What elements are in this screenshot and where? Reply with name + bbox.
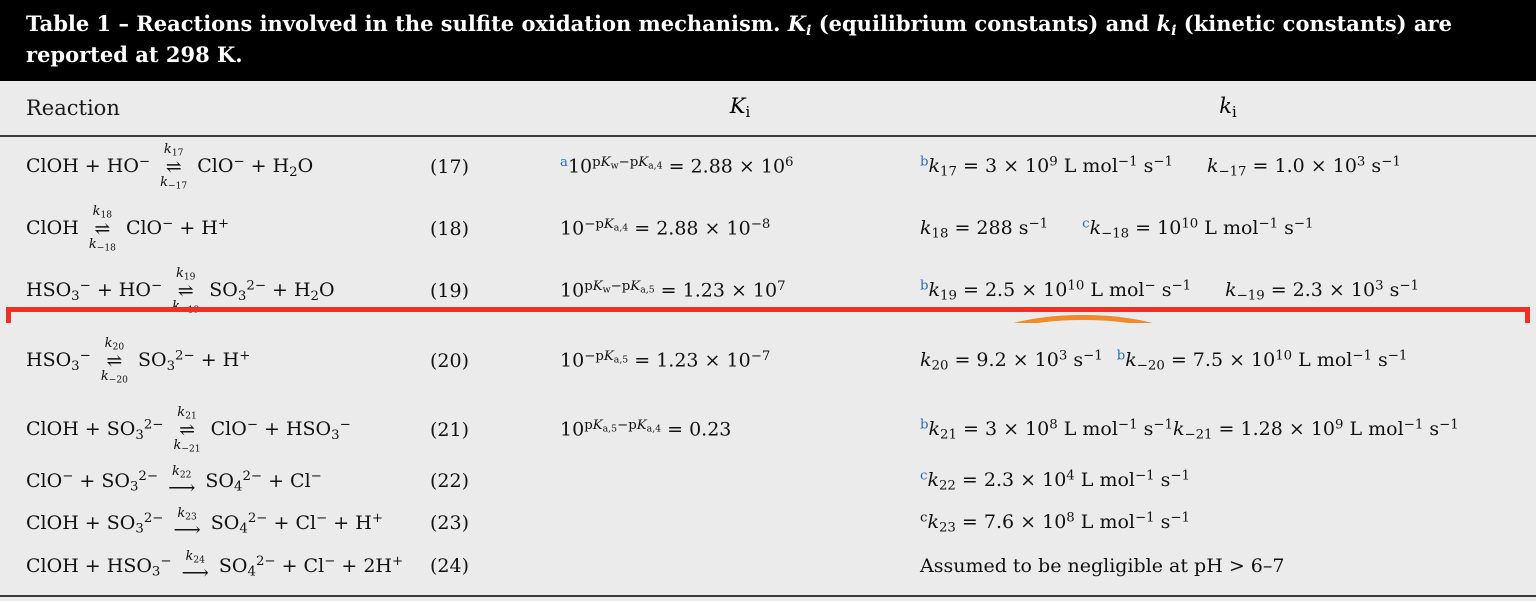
table-row-highlighted (0, 323, 1536, 401)
kinetic-value-20: $k_{20} = 9.2 \times 10^3$ $s^{-1}$ $^bk_{-20} = 7.5 \times 10^{10}$ L mol$^{-1}$ $s^{-1}$ (920, 348, 1408, 374)
reaction-arrow-23: $k_{23}$ ⟶ (173, 505, 201, 542)
caption-mid: (equilibrium constants) and (811, 11, 1157, 36)
equilibrium-arrow-19: $k_{19}$ ⇌ $k_{-19}$ (172, 266, 200, 316)
table-header-row (0, 81, 1536, 137)
table-row (0, 461, 1536, 503)
table-caption (0, 0, 1536, 81)
table-row (0, 261, 1536, 323)
reaction-arrow-24: $k_{24}$ ⟶ (181, 548, 209, 585)
reaction-24: ClOH + $HSO_3^-$ $k_{24}$ ⟶ $SO_4^{2-} + Cl^- + 2H^+$ (26, 548, 404, 585)
caption-K-sub: i (805, 22, 812, 39)
equilibrium-value-18: $10^{-pK_{a,4}} = 2.88 \times 10^{-8}$ (560, 217, 771, 240)
reaction-17: ClOH + HO− $k_{17}$ ⇌ $k_{-17}$ $ClO^- + H_2O$ (26, 142, 314, 192)
table-row (0, 503, 1536, 545)
equilibrium-arrow-18: $k_{18}$ ⇌ $k_{-18}$ (88, 204, 116, 254)
equilibrium-value-21: $10^{pK_{a,5}-pK_{a,4}} = 0.23$ (560, 418, 732, 441)
reaction-20: $HSO_3^-$ $k_{20}$ ⇌ $k_{-20}$ $SO_3^{2-} + H^+$ (26, 336, 251, 386)
equation-number: (21) (430, 418, 470, 441)
header-reaction: Reaction (26, 95, 120, 120)
header-equilibrium-constant (560, 94, 920, 121)
reaction-18: ClOH $k_{18}$ ⇌ $k_{-18}$ ClO− + H+ (26, 204, 230, 254)
equation-number: (22) (430, 469, 470, 492)
caption-prefix: Table 1 – Reactions involved in the sulfite oxidation mechanism. (26, 11, 788, 36)
table-body (0, 137, 1536, 597)
kinetic-value-17: $^bk_{17} = 3 \times 10^9$ L mol$^{-1}$ $s^{-1}$ $k_{-17} = 1.0 \times 10^3$ $s^{-1}$ (920, 154, 1401, 180)
kinetic-value-21: $^bk_{21} = 3 \times 10^8$ L mol$^{-1}$ $s^{-1}k_{-21} = 1.28 \times 10^9$ L mol$^{-1}$ $s^{-1}$ (920, 417, 1459, 443)
kinetic-value-19: $^bk_{19} = 2.5 \times 10^{10}$ L mol− $s^{-1}$ $k_{-19} = 2.3 \times 10^3$ $s^{-1}$ (920, 278, 1419, 304)
reaction-arrow-22: $k_{22}$ ⟶ (168, 463, 196, 500)
header-K-symbol: K (729, 93, 746, 118)
table-row (0, 199, 1536, 261)
equation-number: (23) (430, 511, 470, 534)
header-kinetic-constant (920, 94, 1536, 121)
header-k-symbol: k (1219, 93, 1233, 118)
equilibrium-arrow-17: $k_{17}$ ⇌ $k_{-17}$ (160, 142, 188, 192)
reaction-19: $HSO_3^- + HO^-$ $k_{19}$ ⇌ $k_{-19}$ $SO_3^{2-} + H_2O$ (26, 266, 335, 316)
reaction-23: ClOH + $SO_3^{2-}$ $k_{23}$ ⟶ $SO_4^{2-} + Cl^- + H^+$ (26, 505, 383, 542)
kinetic-value-23: $^ck_{23} = 7.6 \times 10^8$ L mol$^{-1}$ $s^{-1}$ (920, 510, 1191, 536)
header-K-subscript: i (745, 104, 751, 122)
equilibrium-value-20: $10^{-pK_{a,5}} = 1.23 \times 10^{-7}$ (560, 349, 771, 372)
kinetic-value-24: Assumed to be negligible at pH > 6–7 (920, 554, 1285, 577)
table-row (0, 401, 1536, 461)
equation-number: (24) (430, 554, 470, 577)
equilibrium-arrow-21: $k_{21}$ ⇌ $k_{-21}$ (173, 405, 201, 455)
caption-suffix: (kinetic constants) are reported at 298 K. (26, 11, 1452, 67)
equilibrium-value-19: $10^{pK_w-pK_{a,5}} = 1.23 \times 10^7$ (560, 279, 786, 302)
table-row (0, 545, 1536, 589)
equation-number: (20) (430, 349, 470, 372)
equation-number: (17) (430, 155, 470, 178)
reaction-21: ClOH + $SO_3^{2-}$ $k_{21}$ ⇌ $k_{-21}$ $ClO^- + HSO_3^-$ (26, 405, 351, 455)
equation-number: (19) (430, 279, 470, 302)
caption-K: K (787, 11, 806, 36)
equilibrium-value-17: $^a10^{pK_w-pK_{a,4}} = 2.88 \times 10^6$ (560, 155, 794, 178)
equation-number: (18) (430, 217, 470, 240)
header-k-subscript: i (1232, 104, 1237, 122)
kinetic-value-18: $k_{18} = 288$ $s^{-1}$ $^ck_{-18} = 10^{10}$ L mol$^{-1}$ $s^{-1}$ (920, 216, 1314, 242)
reaction-22: $ClO^- + SO_3^{2-}$ $k_{22}$ ⟶ $SO_4^{2-} + Cl^-$ (26, 463, 322, 500)
kinetic-value-22: $^ck_{22} = 2.3 \times 10^4$ L mol$^{-1}$ $s^{-1}$ (920, 468, 1191, 494)
equilibrium-arrow-20: $k_{20}$ ⇌ $k_{-20}$ (100, 336, 128, 386)
table-bottom-rule (0, 595, 1536, 597)
circled-value: $k_{20} = 9.2 \times 10^3$ $s^{-1}$ (920, 348, 1103, 374)
table-row (0, 137, 1536, 199)
caption-k-sub: i (1171, 22, 1177, 39)
caption-k: k (1156, 11, 1172, 36)
